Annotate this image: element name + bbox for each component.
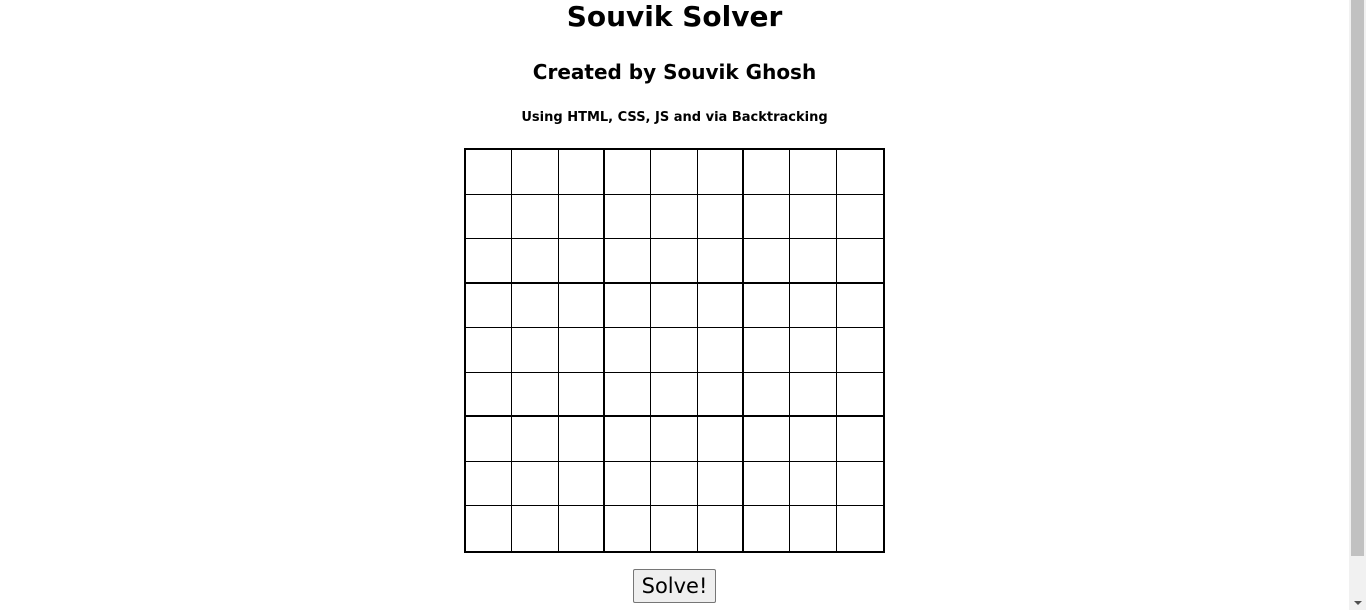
sudoku-cell[interactable]	[512, 462, 558, 507]
sudoku-cell[interactable]	[837, 239, 883, 284]
sudoku-cell[interactable]	[466, 195, 512, 240]
sudoku-cell[interactable]	[605, 239, 651, 284]
sudoku-cell[interactable]	[559, 150, 605, 195]
sudoku-cell[interactable]	[512, 373, 558, 418]
sudoku-cell[interactable]	[698, 506, 744, 551]
sudoku-cell[interactable]	[512, 284, 558, 329]
sudoku-cell[interactable]	[651, 195, 697, 240]
vertical-scrollbar[interactable]	[1349, 0, 1366, 610]
sudoku-cell[interactable]	[559, 328, 605, 373]
sudoku-cell[interactable]	[790, 462, 836, 507]
sudoku-cell[interactable]	[466, 462, 512, 507]
sudoku-cell[interactable]	[837, 150, 883, 195]
sudoku-cell[interactable]	[466, 417, 512, 462]
sudoku-cell[interactable]	[605, 284, 651, 329]
sudoku-cell[interactable]	[790, 284, 836, 329]
sudoku-cell[interactable]	[559, 373, 605, 418]
sudoku-cell[interactable]	[837, 417, 883, 462]
sudoku-cell[interactable]	[466, 506, 512, 551]
sudoku-cell[interactable]	[466, 284, 512, 329]
sudoku-cell[interactable]	[512, 328, 558, 373]
sudoku-board	[464, 148, 885, 553]
sudoku-cell[interactable]	[512, 417, 558, 462]
sudoku-cell[interactable]	[837, 462, 883, 507]
sudoku-cell[interactable]	[837, 195, 883, 240]
author-subtitle: Created by Souvik Ghosh	[532, 60, 817, 84]
sudoku-cell[interactable]	[466, 373, 512, 418]
sudoku-cell[interactable]	[651, 506, 697, 551]
sudoku-cell[interactable]	[466, 328, 512, 373]
sudoku-cell[interactable]	[605, 328, 651, 373]
sudoku-cell[interactable]	[790, 239, 836, 284]
scrollbar-thumb[interactable]	[1351, 0, 1364, 556]
sudoku-cell[interactable]	[651, 284, 697, 329]
sudoku-cell[interactable]	[512, 506, 558, 551]
sudoku-cell[interactable]	[698, 417, 744, 462]
sudoku-cell[interactable]	[559, 284, 605, 329]
sudoku-cell[interactable]	[651, 328, 697, 373]
sudoku-cell[interactable]	[790, 328, 836, 373]
sudoku-cell[interactable]	[698, 462, 744, 507]
solve-button[interactable]: Solve!	[633, 569, 716, 603]
sudoku-cell[interactable]	[790, 150, 836, 195]
sudoku-cell[interactable]	[559, 417, 605, 462]
sudoku-cell[interactable]	[790, 195, 836, 240]
sudoku-cell[interactable]	[744, 284, 790, 329]
sudoku-cell[interactable]	[651, 462, 697, 507]
sudoku-cell[interactable]	[744, 417, 790, 462]
sudoku-cell[interactable]	[744, 506, 790, 551]
sudoku-cell[interactable]	[559, 195, 605, 240]
sudoku-cell[interactable]	[605, 373, 651, 418]
sudoku-cell[interactable]	[651, 150, 697, 195]
sudoku-cell[interactable]	[651, 417, 697, 462]
sudoku-cell[interactable]	[744, 462, 790, 507]
sudoku-cell[interactable]	[466, 239, 512, 284]
sudoku-cell[interactable]	[559, 506, 605, 551]
sudoku-cell[interactable]	[605, 417, 651, 462]
sudoku-cell[interactable]	[559, 239, 605, 284]
sudoku-cell[interactable]	[605, 506, 651, 551]
sudoku-cell[interactable]	[698, 150, 744, 195]
sudoku-cell[interactable]	[837, 373, 883, 418]
sudoku-cell[interactable]	[559, 462, 605, 507]
sudoku-cell[interactable]	[605, 150, 651, 195]
sudoku-cell[interactable]	[837, 506, 883, 551]
sudoku-cell[interactable]	[698, 373, 744, 418]
sudoku-cell[interactable]	[744, 373, 790, 418]
sudoku-cell[interactable]	[605, 195, 651, 240]
sudoku-cell[interactable]	[512, 150, 558, 195]
sudoku-cell[interactable]	[605, 462, 651, 507]
sudoku-cell[interactable]	[698, 239, 744, 284]
sudoku-cell[interactable]	[744, 150, 790, 195]
sudoku-cell[interactable]	[744, 239, 790, 284]
sudoku-cell[interactable]	[698, 195, 744, 240]
tech-tagline: Using HTML, CSS, JS and via Backtracking	[521, 110, 828, 125]
sudoku-cell[interactable]	[744, 328, 790, 373]
sudoku-cell[interactable]	[698, 284, 744, 329]
page-title: Souvik Solver	[566, 0, 783, 33]
sudoku-cell[interactable]	[744, 195, 790, 240]
sudoku-cell[interactable]	[466, 150, 512, 195]
sudoku-cell[interactable]	[651, 373, 697, 418]
sudoku-cell[interactable]	[651, 239, 697, 284]
sudoku-cell[interactable]	[512, 239, 558, 284]
sudoku-cell[interactable]	[790, 373, 836, 418]
sudoku-cell[interactable]	[790, 506, 836, 551]
sudoku-cell[interactable]	[837, 284, 883, 329]
sudoku-cell[interactable]	[512, 195, 558, 240]
sudoku-cell[interactable]	[837, 328, 883, 373]
sudoku-cell[interactable]	[790, 417, 836, 462]
sudoku-cell[interactable]	[698, 328, 744, 373]
scroll-down-arrow-icon[interactable]	[1349, 596, 1366, 610]
